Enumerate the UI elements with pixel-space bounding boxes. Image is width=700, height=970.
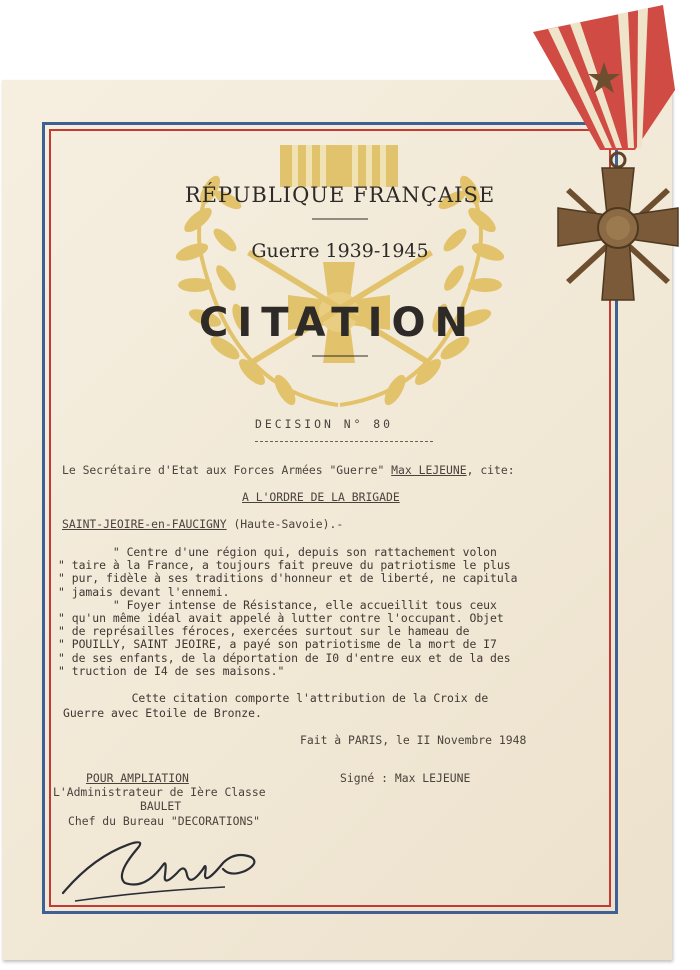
- intro-cite: , cite:: [466, 463, 515, 477]
- attribution-line: Cette citation comporte l'attribution de la Croix de: [63, 691, 489, 705]
- citation-title: CITATION: [199, 300, 477, 346]
- recipient-region: (Haute-Savoie).-: [226, 517, 344, 531]
- citation-line: " POUILLY, SAINT JEOIRE, a payé son patriotisme de la mort de I7: [58, 637, 497, 652]
- citation-line: " qu'un même idéal avait appelé à lutter contre l'occupant. Objet: [58, 611, 504, 625]
- citation-line: " truction de I4 de ses maisons.": [58, 663, 285, 678]
- administrator-title: L'Administrateur de Ière Classe: [53, 785, 266, 799]
- republic-heading: RÉPUBLIQUE FRANÇAISE: [184, 183, 496, 207]
- ampliation-label: POUR AMPLIATION: [86, 771, 189, 785]
- decision-rule: [255, 441, 433, 442]
- attribution-line: Guerre avec Etoile de Bronze.: [63, 706, 262, 720]
- recipient-town: SAINT-JEOIRE-en-FAUCIGNY: [62, 517, 227, 531]
- bureau-chief-title: Chef du Bureau "DECORATIONS": [68, 814, 261, 828]
- issue-date: Fait à PARIS, le II Novembre 1948: [300, 733, 527, 747]
- citation-line: " taire à la France, a toujours fait preuve du patriotisme le plus: [58, 558, 511, 573]
- administrator-name: BAULET: [140, 799, 182, 813]
- decision-number: DECISION N° 80: [255, 417, 394, 431]
- citation-line: " pur, fidèle à ses traditions d'honneur et de liberté, ne capitula: [58, 571, 518, 586]
- handwritten-signature: [55, 835, 270, 910]
- war-period-heading: Guerre 1939-1945: [251, 240, 429, 262]
- minister-name: Max LEJEUNE: [391, 463, 467, 477]
- intro-line: [62, 463, 515, 477]
- signed-by: Signé : Max LEJEUNE: [340, 771, 471, 785]
- citation-line: " de représailles féroces, exercées surtout sur le hameau de: [58, 624, 470, 639]
- citation-line: " Centre d'une région qui, depuis son rattachement volon: [58, 545, 497, 559]
- citation-line: " jamais devant l'ennemi.: [58, 584, 230, 599]
- intro-text: Le Secrétaire d'Etat aux Forces Armées "Guerre": [62, 463, 392, 477]
- croix-de-guerre-medal: [530, 0, 700, 310]
- brigade-order: A L'ORDRE DE LA BRIGADE: [242, 490, 400, 504]
- citation-line: " Foyer intense de Résistance, elle accueillit tous ceux: [58, 597, 497, 612]
- recipient-line: [62, 517, 343, 531]
- citation-line: " de ses enfants, de la déportation de I0 d'entre eux et de la des: [58, 650, 511, 665]
